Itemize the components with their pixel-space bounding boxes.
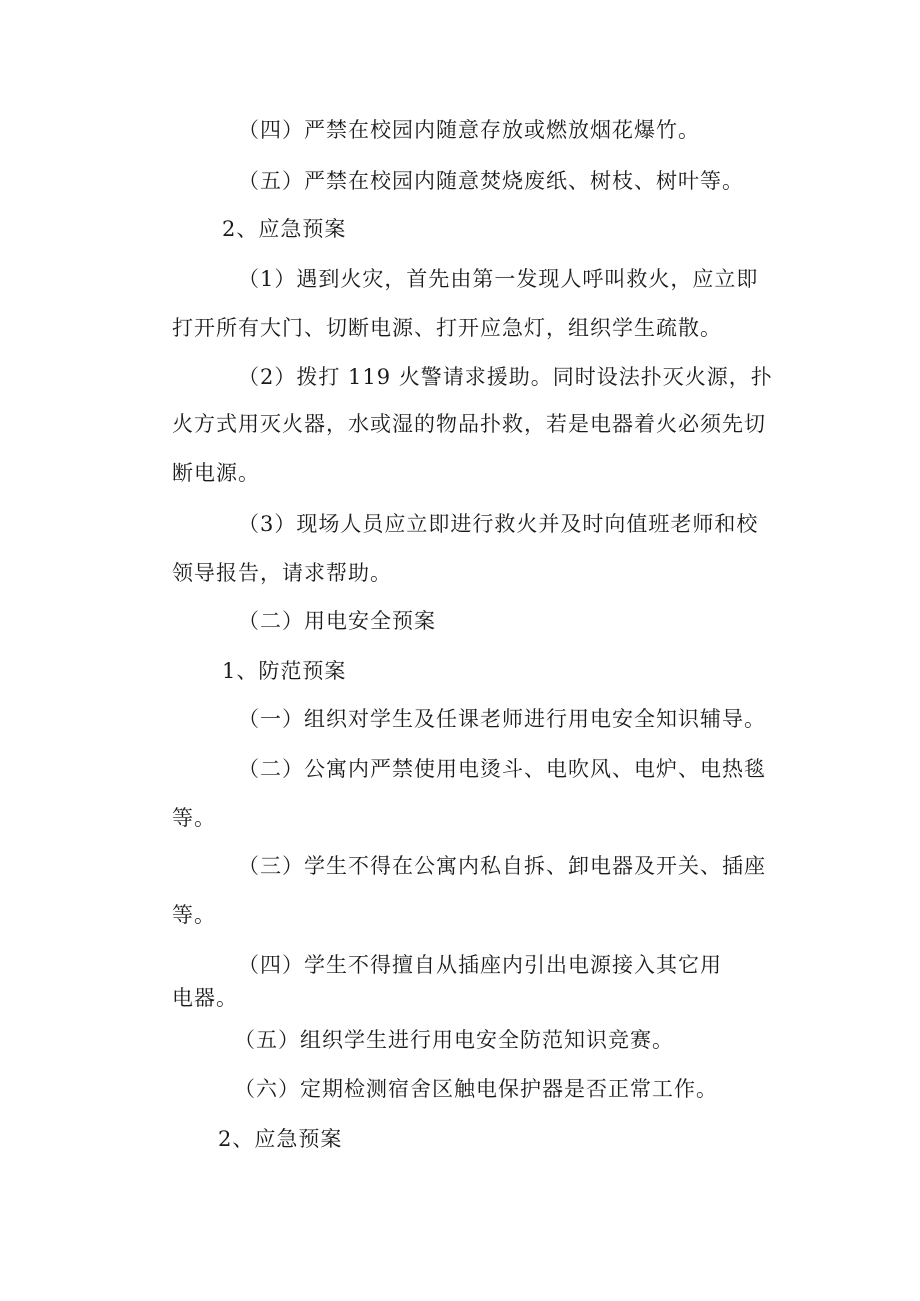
text-line: （五）严禁在校园内随意焚烧废纸、树枝、树叶等。 (238, 169, 744, 193)
text-line: 等。 (172, 806, 216, 830)
section-heading: 2、应急预案 (218, 1127, 343, 1151)
text-line: 火方式用灭火器，水或湿的物品扑救，若是电器着火必须先切 (172, 412, 766, 436)
text-line: （五）组织学生进行用电安全防范知识竞赛。 (234, 1028, 674, 1052)
text-line: 打开所有大门、切断电源、打开应急灯，组织学生疏散。 (172, 316, 722, 340)
text-line: 电器。 (172, 986, 238, 1010)
text-line: （一）组织对学生及任课老师进行用电安全知识辅导。 (238, 707, 766, 731)
section-heading: 1、防范预案 (222, 659, 347, 683)
text-line: （四）学生不得擅自从插座内引出电源接入其它用 (238, 953, 722, 977)
text-line: （2）拨打 119 火警请求援助。同时设法扑灭火源，扑 (238, 365, 773, 389)
text-line: （二）公寓内严禁使用电烫斗、电吹风、电炉、电热毯 (238, 757, 766, 781)
text-line: 等。 (172, 903, 216, 927)
text-line: （1）遇到火灾，首先由第一发现人呼叫救火，应立即 (238, 267, 759, 291)
text-line: （六）定期检测宿舍区触电保护器是否正常工作。 (234, 1077, 718, 1101)
text-line: （三）学生不得在公寓内私自拆、卸电器及开关、插座 (238, 854, 766, 878)
text-line: 领导报告，请求帮助。 (172, 561, 392, 585)
section-heading: 2、应急预案 (222, 217, 347, 241)
text-line: （四）严禁在校园内随意存放或燃放烟花爆竹。 (238, 118, 700, 142)
text-line: （3）现场人员应立即进行救火并及时向值班老师和校 (238, 512, 759, 536)
text-line: 断电源。 (172, 461, 260, 485)
section-heading: （二）用电安全预案 (238, 609, 436, 633)
